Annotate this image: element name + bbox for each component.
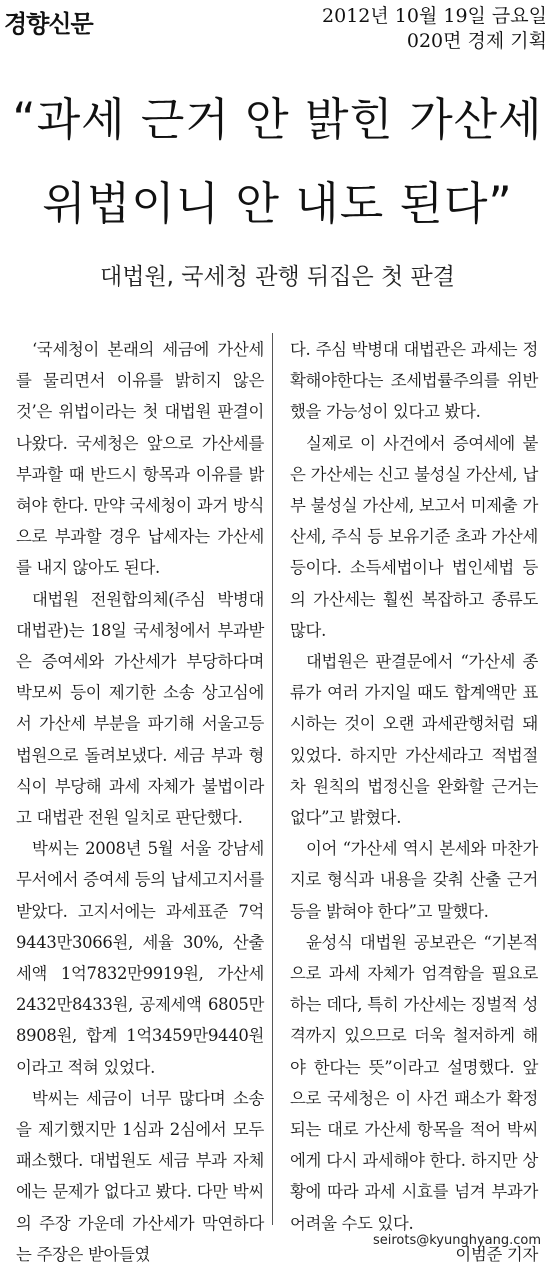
article-subhead: 대법원, 국세청 관행 뒤집은 첫 판결 bbox=[100, 264, 455, 290]
body-paragraph-continued: 다. 주심 박병대 대법관은 과세는 정확해야한다는 조세법률주의를 위반했을 가능성이 있다고 봤다. bbox=[290, 340, 538, 422]
headline-line-1: “과세 근거 안 밝힌 가산세 bbox=[12, 93, 543, 146]
reporter-email: seirots@kyunghyang.com bbox=[372, 1233, 541, 1248]
issue-meta bbox=[322, 4, 547, 54]
body-paragraph: 대법원은 판결문에서 “가산세 종류가 여러 가지일 때도 합계액만 표시하는 것이 오랜 과세관행처럼 돼 있었다. 하지만 가산세라고 적법절차 원칙의 법정신을 완화할 근거는 없다”고 밝혔다. bbox=[290, 652, 538, 828]
body-paragraph: 실제로 이 사건에서 증여세에 붙은 가산세는 신고 불성실 가산세, 납부 불성실 가산세, 보고서 미제출 가산세, 주식 등 보유기준 초과 가산세 등이다. 소득세법이나 법인세법 등의 가산세는 훨씬 복잡하고 종류도 많다. bbox=[290, 433, 538, 640]
newspaper-logo: 경향신문 bbox=[4, 10, 93, 38]
article-column-right bbox=[290, 334, 538, 1270]
article-headline bbox=[0, 78, 555, 246]
page-section: 020면 경제 기획 bbox=[406, 30, 547, 52]
issue-date: 2012년 10월 19일 금요일 bbox=[322, 5, 547, 27]
body-paragraph: 윤성식 대법원 공보관은 “기본적으로 과세 자체가 엄격함을 필요로 하는 데다, 특히 가산세는 징벌적 성격까지 있으므로 더욱 철저하게 해야 한다는 뜻”이라고 설명했다. 앞으로 국세청은 이 사건 패소가 확정되는 대로 가산세 항목을 적어 박씨에게 다시 과세해야 한다. 하지만 상황에 따라 과세 시효를 넘겨 부과가 어려울 수도 있다. bbox=[290, 932, 538, 1233]
masthead-bar bbox=[0, 0, 555, 58]
article-column-left bbox=[16, 334, 264, 1270]
body-paragraph: 박씨는 2008년 5월 서울 강남세무서에서 증여세 등의 납세고지서를 받았다. 고지서에는 과세표준 7억9443만3066원, 세율 30%, 산출세액 1억7832만9919원, 가산세 2432만8433원, 공제세액 6805만8908원, 합계 1억3459만9440원이라고 적혀 있었다. bbox=[16, 839, 264, 1077]
column-divider bbox=[272, 333, 273, 1225]
body-paragraph: 박씨는 세금이 너무 많다며 소송을 제기했지만 1심과 2심에서 모두 패소했다. 대법원도 세금 부과 자체에는 문제가 없다고 봤다. 다만 박씨의 주장 가운데 가산세가 막연하다는 주장은 받아들였 bbox=[16, 1088, 264, 1264]
body-paragraph: 이어 “가산세 역시 본세와 마찬가지로 형식과 내용을 갖춰 산출 근거 등을 밝혀야 한다”고 말했다. bbox=[290, 839, 538, 921]
reporter-byline: 이범준 기자 bbox=[455, 1244, 538, 1264]
headline-line-2: 위법이니 안 내도 된다” bbox=[42, 177, 513, 230]
body-paragraph: ‘국세청이 본래의 세금에 가산세를 물리면서 이유를 밝히지 않은 것’은 위법이라는 첫 대법원 판결이 나왔다. 국세청은 앞으로 가산세를 부과할 때 반드시 항목과 이유를 밝혀야 한다. 만약 국세청이 과거 방식으로 부과할 경우 납세자는 가산세를 내지 않아도 된다. bbox=[16, 340, 264, 578]
body-paragraph: 대법원 전원합의체(주심 박병대 대법관)는 18일 국세청에서 부과받은 증여세와 가산세가 부당하다며 박모씨 등이 제기한 소송 상고심에서 가산세 부분을 파기해 서울고등법원으로 돌려보냈다. 세금 부과 형식이 부당해 과세 자체가 불법이라고 대법관 전원 일치로 판단했다. bbox=[16, 589, 264, 828]
